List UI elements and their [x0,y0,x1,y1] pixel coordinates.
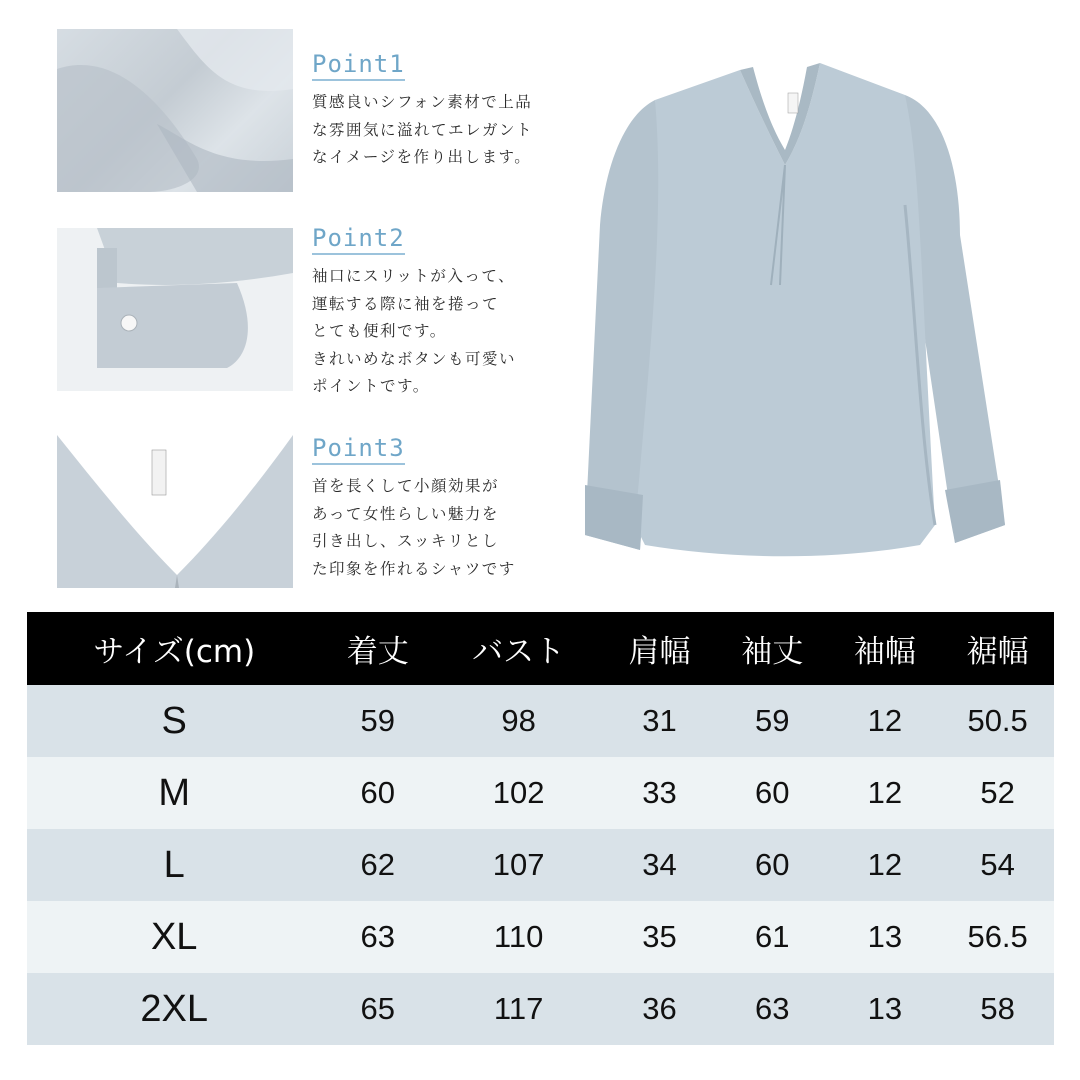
point-1-line: なイメージを作り出します。 [312,148,532,166]
header-hem-width: 裾幅 [941,612,1054,685]
table-cell: 62 [321,829,434,901]
table-cell: 110 [434,901,603,973]
size-cell: L [27,829,321,901]
table-cell: 60 [716,829,829,901]
point-3-line: 引き出し、スッキリとし [312,532,499,550]
point-1-line: 質感良いシフォン素材で上品 [312,93,533,111]
point-3-line: あって女性らしい魅力を [312,504,499,523]
table-cell: 61 [716,901,829,973]
size-chart-header [27,612,1054,685]
table-cell: 63 [716,973,829,1045]
table-cell: 52 [941,757,1054,829]
table-cell: 34 [603,829,716,901]
point-2-line: ポイントです。 [312,377,430,395]
table-cell: 31 [603,685,716,757]
point-1-title: Point1 [312,50,405,81]
table-cell: 59 [321,685,434,757]
table-cell: 60 [321,757,434,829]
table-cell: 50.5 [941,685,1054,757]
table-cell: 12 [829,757,942,829]
table-cell: 98 [434,685,603,757]
point-2-line: きれいめなボタンも可愛い [312,349,517,368]
table-row [27,829,1054,901]
size-cell: 2XL [27,973,321,1045]
table-cell: 36 [603,973,716,1045]
table-cell: 102 [434,757,603,829]
size-cell: S [27,685,321,757]
header-sleeve-length: 袖丈 [716,612,829,685]
shirt-product-photo [575,55,1015,575]
point-2-line: 袖口にスリットが入って、 [312,267,516,285]
table-row [27,901,1054,973]
table-cell: 59 [716,685,829,757]
table-cell: 35 [603,901,716,973]
cuff-detail-photo [57,228,293,391]
table-cell: 117 [434,973,603,1045]
point-2-title: Point2 [312,224,405,255]
point-2 [312,224,582,401]
point-2-line: 運転する際に袖を捲って [312,294,500,313]
table-cell: 12 [829,829,942,901]
table-cell: 13 [829,901,942,973]
table-cell: 12 [829,685,942,757]
fabric-detail-photo [57,29,293,192]
table-cell: 56.5 [941,901,1054,973]
table-cell: 60 [716,757,829,829]
point-3-title: Point3 [312,434,405,465]
size-chart-table [27,612,1054,1045]
header-size: サイズ(cm) [27,612,321,685]
point-1-line: な雰囲気に溢れてエレガント [312,120,534,139]
table-cell: 65 [321,973,434,1045]
table-cell: 33 [603,757,716,829]
header-length: 着丈 [321,612,434,685]
point-3 [312,434,582,583]
size-cell: XL [27,901,321,973]
header-shoulder: 肩幅 [603,612,716,685]
table-row [27,973,1054,1045]
point-3-line: た印象を作れるシャツです [312,559,516,578]
point-1 [312,50,582,172]
header-sleeve-width: 袖幅 [829,612,942,685]
neckline-detail-photo [57,425,293,588]
table-row [27,685,1054,757]
table-cell: 58 [941,973,1054,1045]
table-cell: 54 [941,829,1054,901]
point-3-line: 首を長くして小顔効果が [312,477,500,495]
table-cell: 13 [829,973,942,1045]
point-2-line: とても便利です。 [312,322,447,340]
header-bust: バスト [434,612,603,685]
table-row [27,757,1054,829]
table-cell: 107 [434,829,603,901]
table-cell: 63 [321,901,434,973]
size-cell: M [27,757,321,829]
